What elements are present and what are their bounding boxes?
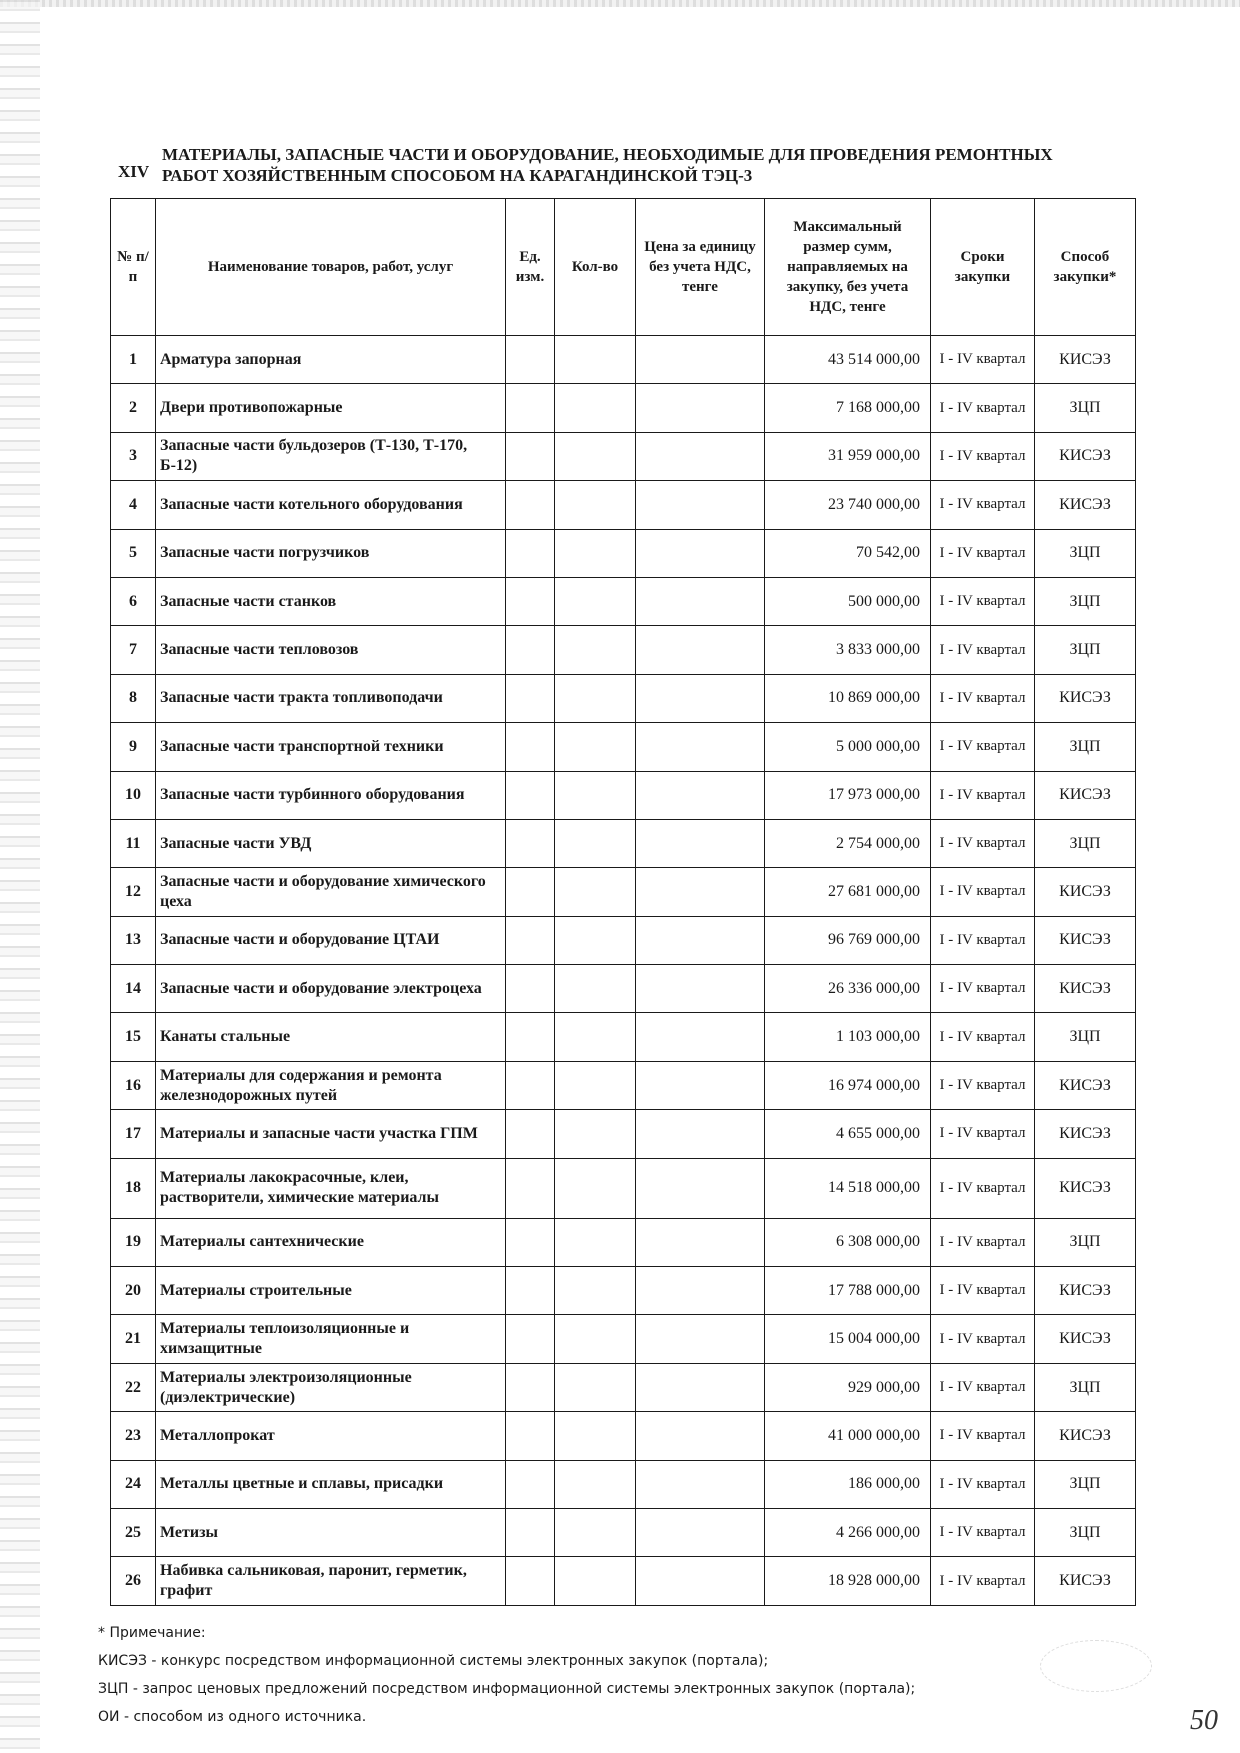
max-amount: 10 869 000,00 (765, 674, 931, 722)
procurement-method: КИСЭЗ (1035, 336, 1136, 384)
item-name: Материалы теплоизоляционные и химзащитные (156, 1315, 506, 1363)
unit-price-cell (636, 868, 765, 916)
procurement-table (110, 198, 1136, 1606)
unit-price-cell (636, 1508, 765, 1556)
procurement-method: КИСЭЗ (1035, 868, 1136, 916)
unit-cell (506, 384, 555, 432)
section-title: МАТЕРИАЛЫ, ЗАПАСНЫЕ ЧАСТИ И ОБОРУДОВАНИЕ, НЕОБХОДИМЫЕ ДЛЯ ПРОВЕДЕНИЯ РЕМОНТНЫХ РАБОТ ХОЗЯЙСТВЕННЫМ СПОСОБОМ НА КАРАГАНДИНСКОЙ ТЭЦ-3 (162, 145, 1053, 185)
header-max-amount: Максимальный размер сумм, направляемых на закупку, без учета НДС, тенге (765, 199, 931, 336)
procurement-method: ЗЦП (1035, 1508, 1136, 1556)
row-number: 23 (111, 1412, 156, 1460)
procurement-method: ЗЦП (1035, 1013, 1136, 1061)
quantity-cell (555, 432, 636, 480)
quantity-cell (555, 1158, 636, 1218)
max-amount: 43 514 000,00 (765, 336, 931, 384)
footnotes (98, 1624, 1098, 1731)
table-row (111, 1061, 1136, 1109)
header-method: Способ закупки* (1035, 199, 1136, 336)
item-name: Запасные части котельного оборудования (156, 481, 506, 529)
table-row (111, 1158, 1136, 1218)
unit-price-cell (636, 771, 765, 819)
procurement-period: I - IV квартал (931, 626, 1035, 674)
quantity-cell (555, 1218, 636, 1266)
max-amount: 500 000,00 (765, 577, 931, 625)
row-number: 24 (111, 1460, 156, 1508)
table-row (111, 1267, 1136, 1315)
unit-price-cell (636, 1013, 765, 1061)
table-row (111, 1110, 1136, 1158)
row-number: 20 (111, 1267, 156, 1315)
unit-cell (506, 1061, 555, 1109)
procurement-period: I - IV квартал (931, 723, 1035, 771)
table-row (111, 336, 1136, 384)
row-number: 3 (111, 432, 156, 480)
procurement-period: I - IV квартал (931, 916, 1035, 964)
item-name: Запасные части транспортной техники (156, 723, 506, 771)
item-name: Метизы (156, 1508, 506, 1556)
row-number: 16 (111, 1061, 156, 1109)
unit-price-cell (636, 336, 765, 384)
item-name: Запасные части и оборудование электроцеха (156, 965, 506, 1013)
item-name: Материалы строительные (156, 1267, 506, 1315)
procurement-method: КИСЭЗ (1035, 481, 1136, 529)
row-number: 12 (111, 868, 156, 916)
unit-cell (506, 916, 555, 964)
table-row (111, 674, 1136, 722)
page-number: 50 (1190, 1705, 1218, 1736)
unit-price-cell (636, 1110, 765, 1158)
unit-price-cell (636, 1218, 765, 1266)
item-name: Запасные части турбинного оборудования (156, 771, 506, 819)
unit-price-cell (636, 432, 765, 480)
item-name: Запасные части тепловозов (156, 626, 506, 674)
procurement-period: I - IV квартал (931, 577, 1035, 625)
max-amount: 23 740 000,00 (765, 481, 931, 529)
quantity-cell (555, 674, 636, 722)
procurement-method: КИСЭЗ (1035, 965, 1136, 1013)
max-amount: 15 004 000,00 (765, 1315, 931, 1363)
row-number: 9 (111, 723, 156, 771)
table-row (111, 1557, 1136, 1605)
row-number: 10 (111, 771, 156, 819)
table-row (111, 481, 1136, 529)
procurement-period: I - IV квартал (931, 1557, 1035, 1605)
quantity-cell (555, 1061, 636, 1109)
item-name: Двери противопожарные (156, 384, 506, 432)
item-name: Материалы сантехнические (156, 1218, 506, 1266)
quantity-cell (555, 1508, 636, 1556)
row-number: 22 (111, 1363, 156, 1411)
max-amount: 3 833 000,00 (765, 626, 931, 674)
table-row (111, 1460, 1136, 1508)
header-num: № п/п (111, 199, 156, 336)
unit-cell (506, 771, 555, 819)
quantity-cell (555, 723, 636, 771)
quantity-cell (555, 819, 636, 867)
table-row (111, 723, 1136, 771)
procurement-method: КИСЭЗ (1035, 674, 1136, 722)
table-row (111, 771, 1136, 819)
procurement-period: I - IV квартал (931, 1412, 1035, 1460)
table-row (111, 1013, 1136, 1061)
procurement-method: ЗЦП (1035, 723, 1136, 771)
table-row (111, 1412, 1136, 1460)
quantity-cell (555, 1267, 636, 1315)
item-name: Материалы электроизоляционные (диэлектрические) (156, 1363, 506, 1411)
max-amount: 16 974 000,00 (765, 1061, 931, 1109)
scan-edge-left (0, 0, 40, 1753)
unit-price-cell (636, 1557, 765, 1605)
unit-cell (506, 481, 555, 529)
quantity-cell (555, 529, 636, 577)
unit-cell (506, 965, 555, 1013)
procurement-method: ЗЦП (1035, 1218, 1136, 1266)
unit-cell (506, 1315, 555, 1363)
max-amount: 6 308 000,00 (765, 1218, 931, 1266)
procurement-method: КИСЭЗ (1035, 1315, 1136, 1363)
quantity-cell (555, 626, 636, 674)
procurement-period: I - IV квартал (931, 674, 1035, 722)
unit-price-cell (636, 384, 765, 432)
row-number: 25 (111, 1508, 156, 1556)
quantity-cell (555, 965, 636, 1013)
row-number: 1 (111, 336, 156, 384)
max-amount: 5 000 000,00 (765, 723, 931, 771)
procurement-period: I - IV квартал (931, 384, 1035, 432)
procurement-method: КИСЭЗ (1035, 1110, 1136, 1158)
procurement-method: КИСЭЗ (1035, 1061, 1136, 1109)
procurement-period: I - IV квартал (931, 1013, 1035, 1061)
max-amount: 4 655 000,00 (765, 1110, 931, 1158)
procurement-method: КИСЭЗ (1035, 1412, 1136, 1460)
table-row (111, 626, 1136, 674)
footnote-line: ЗЦП - запрос ценовых предложений посредством информационной системы электронных закупок (портала); (98, 1681, 916, 1697)
row-number: 6 (111, 577, 156, 625)
unit-price-cell (636, 1061, 765, 1109)
unit-price-cell (636, 965, 765, 1013)
max-amount: 17 788 000,00 (765, 1267, 931, 1315)
item-name: Материалы для содержания и ремонта железнодорожных путей (156, 1061, 506, 1109)
table-row (111, 432, 1136, 480)
procurement-method: ЗЦП (1035, 384, 1136, 432)
unit-cell (506, 1460, 555, 1508)
quantity-cell (555, 1013, 636, 1061)
procurement-method: КИСЭЗ (1035, 1267, 1136, 1315)
unit-price-cell (636, 1363, 765, 1411)
table-row (111, 529, 1136, 577)
quantity-cell (555, 577, 636, 625)
unit-cell (506, 626, 555, 674)
item-name: Запасные части погрузчиков (156, 529, 506, 577)
max-amount: 96 769 000,00 (765, 916, 931, 964)
quantity-cell (555, 1363, 636, 1411)
procurement-period: I - IV квартал (931, 771, 1035, 819)
table-row (111, 1508, 1136, 1556)
procurement-period: I - IV квартал (931, 965, 1035, 1013)
max-amount: 27 681 000,00 (765, 868, 931, 916)
procurement-method: КИСЭЗ (1035, 1158, 1136, 1218)
row-number: 26 (111, 1557, 156, 1605)
table-row (111, 1363, 1136, 1411)
procurement-method: ЗЦП (1035, 529, 1136, 577)
header-name: Наименование товаров, работ, услуг (156, 199, 506, 336)
item-name: Металлы цветные и сплавы, присадки (156, 1460, 506, 1508)
table-row (111, 868, 1136, 916)
procurement-method: ЗЦП (1035, 819, 1136, 867)
unit-price-cell (636, 481, 765, 529)
header-period: Сроки закупки (931, 199, 1035, 336)
table-header-row (111, 199, 1136, 336)
unit-price-cell (636, 1158, 765, 1218)
row-number: 15 (111, 1013, 156, 1061)
row-number: 19 (111, 1218, 156, 1266)
row-number: 11 (111, 819, 156, 867)
quantity-cell (555, 384, 636, 432)
procurement-period: I - IV квартал (931, 481, 1035, 529)
procurement-period: I - IV квартал (931, 432, 1035, 480)
row-number: 18 (111, 1158, 156, 1218)
row-number: 2 (111, 384, 156, 432)
procurement-period: I - IV квартал (931, 1460, 1035, 1508)
item-name: Материалы лакокрасочные, клеи, растворители, химические материалы (156, 1158, 506, 1218)
unit-cell (506, 868, 555, 916)
procurement-method: КИСЭЗ (1035, 771, 1136, 819)
procurement-method: ЗЦП (1035, 626, 1136, 674)
section-number: XIV (118, 162, 150, 181)
max-amount: 41 000 000,00 (765, 1412, 931, 1460)
item-name: Материалы и запасные части участка ГПМ (156, 1110, 506, 1158)
unit-cell (506, 1013, 555, 1061)
unit-cell (506, 723, 555, 771)
unit-cell (506, 1508, 555, 1556)
table-row (111, 384, 1136, 432)
row-number: 21 (111, 1315, 156, 1363)
procurement-period: I - IV квартал (931, 1315, 1035, 1363)
procurement-period: I - IV квартал (931, 868, 1035, 916)
procurement-method: ЗЦП (1035, 577, 1136, 625)
procurement-period: I - IV квартал (931, 1110, 1035, 1158)
table-row (111, 1218, 1136, 1266)
max-amount: 2 754 000,00 (765, 819, 931, 867)
row-number: 17 (111, 1110, 156, 1158)
procurement-period: I - IV квартал (931, 529, 1035, 577)
procurement-period: I - IV квартал (931, 1158, 1035, 1218)
row-number: 7 (111, 626, 156, 674)
max-amount: 14 518 000,00 (765, 1158, 931, 1218)
item-name: Запасные части и оборудование ЦТАИ (156, 916, 506, 964)
unit-cell (506, 674, 555, 722)
unit-cell (506, 1110, 555, 1158)
header-price: Цена за единицу без учета НДС, тенге (636, 199, 765, 336)
unit-price-cell (636, 626, 765, 674)
max-amount: 26 336 000,00 (765, 965, 931, 1013)
max-amount: 31 959 000,00 (765, 432, 931, 480)
item-name: Запасные части станков (156, 577, 506, 625)
unit-cell (506, 1557, 555, 1605)
quantity-cell (555, 1557, 636, 1605)
scan-edge-top (0, 0, 1240, 7)
quantity-cell (555, 1315, 636, 1363)
quantity-cell (555, 1412, 636, 1460)
unit-price-cell (636, 723, 765, 771)
max-amount: 7 168 000,00 (765, 384, 931, 432)
item-name: Запасные части тракта топливоподачи (156, 674, 506, 722)
unit-cell (506, 1267, 555, 1315)
item-name: Запасные части УВД (156, 819, 506, 867)
quantity-cell (555, 916, 636, 964)
quantity-cell (555, 481, 636, 529)
max-amount: 4 266 000,00 (765, 1508, 931, 1556)
table-row (111, 1315, 1136, 1363)
header-unit: Ед. изм. (506, 199, 555, 336)
max-amount: 17 973 000,00 (765, 771, 931, 819)
procurement-period: I - IV квартал (931, 1061, 1035, 1109)
max-amount: 929 000,00 (765, 1363, 931, 1411)
max-amount: 70 542,00 (765, 529, 931, 577)
unit-price-cell (636, 1267, 765, 1315)
unit-cell (506, 336, 555, 384)
table-row (111, 916, 1136, 964)
quantity-cell (555, 336, 636, 384)
table-row (111, 965, 1136, 1013)
footnote-line: КИСЭЗ - конкурс посредством информационной системы электронных закупок (портала); (98, 1653, 769, 1669)
unit-cell (506, 1363, 555, 1411)
item-name: Запасные части бульдозеров (Т-130, Т-170, Б-12) (156, 432, 506, 480)
item-name: Канаты стальные (156, 1013, 506, 1061)
procurement-period: I - IV квартал (931, 1508, 1035, 1556)
procurement-method: КИСЭЗ (1035, 1557, 1136, 1605)
procurement-period: I - IV квартал (931, 819, 1035, 867)
procurement-method: ЗЦП (1035, 1460, 1136, 1508)
header-qty: Кол-во (555, 199, 636, 336)
row-number: 13 (111, 916, 156, 964)
unit-price-cell (636, 674, 765, 722)
unit-price-cell (636, 1460, 765, 1508)
stamp-mark (1040, 1640, 1152, 1692)
item-name: Арматура запорная (156, 336, 506, 384)
procurement-period: I - IV квартал (931, 336, 1035, 384)
procurement-method: ЗЦП (1035, 1363, 1136, 1411)
max-amount: 1 103 000,00 (765, 1013, 931, 1061)
row-number: 4 (111, 481, 156, 529)
quantity-cell (555, 1110, 636, 1158)
unit-price-cell (636, 1412, 765, 1460)
table-body (111, 336, 1136, 1606)
unit-cell (506, 819, 555, 867)
unit-price-cell (636, 1315, 765, 1363)
procurement-period: I - IV квартал (931, 1218, 1035, 1266)
table-row (111, 819, 1136, 867)
unit-cell (506, 1218, 555, 1266)
unit-cell (506, 529, 555, 577)
procurement-method: КИСЭЗ (1035, 916, 1136, 964)
unit-cell (506, 1412, 555, 1460)
item-name: Металлопрокат (156, 1412, 506, 1460)
unit-price-cell (636, 529, 765, 577)
unit-cell (506, 577, 555, 625)
row-number: 8 (111, 674, 156, 722)
unit-price-cell (636, 577, 765, 625)
unit-cell (506, 432, 555, 480)
quantity-cell (555, 771, 636, 819)
footnote-line: ОИ - способом из одного источника. (98, 1709, 367, 1725)
procurement-period: I - IV квартал (931, 1363, 1035, 1411)
max-amount: 18 928 000,00 (765, 1557, 931, 1605)
unit-price-cell (636, 916, 765, 964)
procurement-period: I - IV квартал (931, 1267, 1035, 1315)
item-name: Запасные части и оборудование химического цеха (156, 868, 506, 916)
max-amount: 186 000,00 (765, 1460, 931, 1508)
row-number: 14 (111, 965, 156, 1013)
row-number: 5 (111, 529, 156, 577)
quantity-cell (555, 868, 636, 916)
table-row (111, 577, 1136, 625)
footnote-heading: * Примечание: (98, 1625, 206, 1641)
unit-price-cell (636, 819, 765, 867)
procurement-method: КИСЭЗ (1035, 432, 1136, 480)
unit-cell (506, 1158, 555, 1218)
quantity-cell (555, 1460, 636, 1508)
item-name: Набивка сальниковая, паронит, герметик, графит (156, 1557, 506, 1605)
